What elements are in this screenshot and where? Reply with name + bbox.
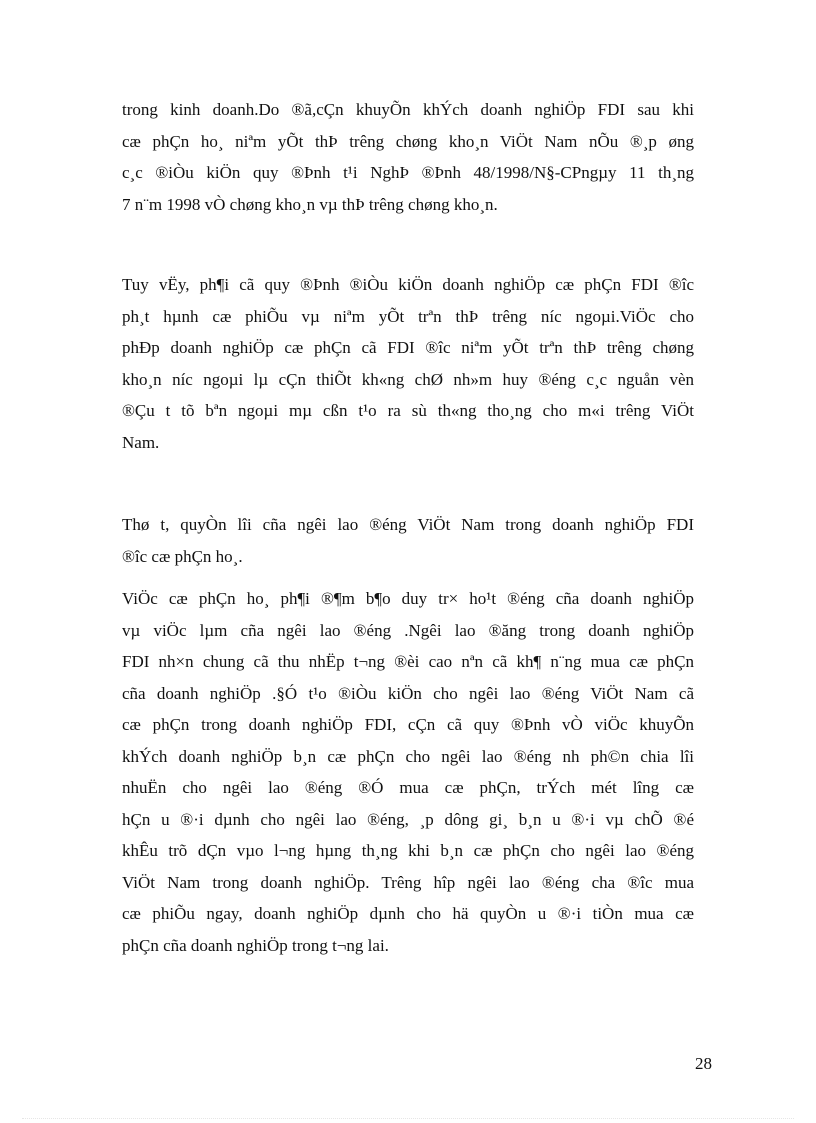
text-line: khÊu trõ dÇn vµo l¬ng hµng th¸ng khi b¸n cæ phÇn cho ngêi lao ®éng — [122, 841, 694, 860]
page-bottom-divider — [22, 1118, 794, 1119]
text-line: kho¸n níc ngoµi lµ cÇn thiÕt kh«ng chØ nh»m huy ®éng c¸c nguån vèn — [122, 369, 694, 389]
text-line: ViÖt Nam trong doanh nghiÖp. Trêng hîp ngêi lao ®éng cha ®îc mua — [122, 872, 694, 892]
text-line: vµ viÖc lµm cña ngêi lao ®éng .Ngêi lao ®ăng trong doanh nghiÖp — [122, 620, 694, 640]
paragraph-1 — [122, 94, 694, 220]
paragraph-2 — [122, 269, 694, 458]
text-line: nhuËn cho ngêi lao ®éng ®Ó mua cæ phÇn, trÝch mét lîng cæ — [122, 778, 694, 797]
text-line: cæ phÇn ho¸ niªm yÕt thÞ trêng chøng kho¸n ViÖt Nam nÕu ®¸p øng — [122, 131, 694, 151]
text-line: phÐp doanh nghiÖp cæ phÇn cã FDI ®îc niªm yÕt trªn thÞ trêng chøng — [122, 338, 694, 357]
text-line: ®Çu t tõ bªn ngoµi mµ cßn t¹o ra sù th«ng tho¸ng cho m«i trêng ViÖt — [122, 401, 694, 420]
text-line: FDI nh×n chung cã thu nhËp t¬ng ®èi cao nªn cã kh¶ n¨ng mua cæ phÇn — [122, 652, 694, 671]
text-line: Thø t, quyÒn lîi cña ngêi lao ®éng ViÖt Nam trong doanh nghiÖp FDI — [122, 515, 694, 534]
text-line: khÝch doanh nghiÖp b¸n cæ phÇn cho ngêi lao ®éng nh ph©n chia lîi — [122, 746, 694, 766]
text-line: ph¸t hµnh cæ phiÕu vµ niªm yÕt trªn thÞ trêng níc ngoµi.ViÖc cho — [122, 306, 694, 326]
text-line: cæ phiÕu ngay, doanh nghiÖp dµnh cho hä quyÒn u ®·i tiÒn mua cæ — [122, 904, 694, 923]
text-line: trong kinh doanh.Do ®ã,cÇn khuyÕn khÝch doanh nghiÖp FDI sau khi — [122, 100, 694, 119]
text-line: Tuy vËy, ph¶i cã quy ®Þnh ®iÒu kiÖn doanh nghiÖp cæ phÇn FDI ®îc — [122, 275, 694, 294]
page-number: 28 — [695, 1054, 712, 1073]
text-line: hÇn u ®·i dµnh cho ngêi lao ®éng, ¸p dông gi¸ b¸n u ®·i vµ chÕ ®é — [122, 809, 694, 829]
text-line: 7 n¨m 1998 vÒ chøng kho¸n vµ thÞ trêng chøng kho¸n. — [122, 194, 498, 214]
text-line: ®îc cæ phÇn ho¸. — [122, 546, 243, 566]
text-line: ViÖc cæ phÇn ho¸ ph¶i ®¶m b¶o duy tr× ho¹t ®éng cña doanh nghiÖp — [122, 589, 694, 608]
paragraph-4 — [122, 583, 694, 961]
text-line: cæ phÇn trong doanh nghiÖp FDI, cÇn cã quy ®Þnh vÒ viÖc khuyÕn — [122, 715, 694, 734]
section-heading — [122, 509, 694, 572]
text-line: phÇn cña doanh nghiÖp trong t¬ng lai. — [122, 935, 389, 955]
text-line: Nam. — [122, 432, 160, 452]
text-line: c¸c ®iÒu kiÖn quy ®Þnh t¹i NghÞ ®Þnh 48/1998/N§-CPngµy 11 th¸ng — [122, 163, 694, 182]
text-line: cña doanh nghiÖp .§Ó t¹o ®iÒu kiÖn cho ngêi lao ®éng ViÖt Nam cã — [122, 683, 694, 703]
